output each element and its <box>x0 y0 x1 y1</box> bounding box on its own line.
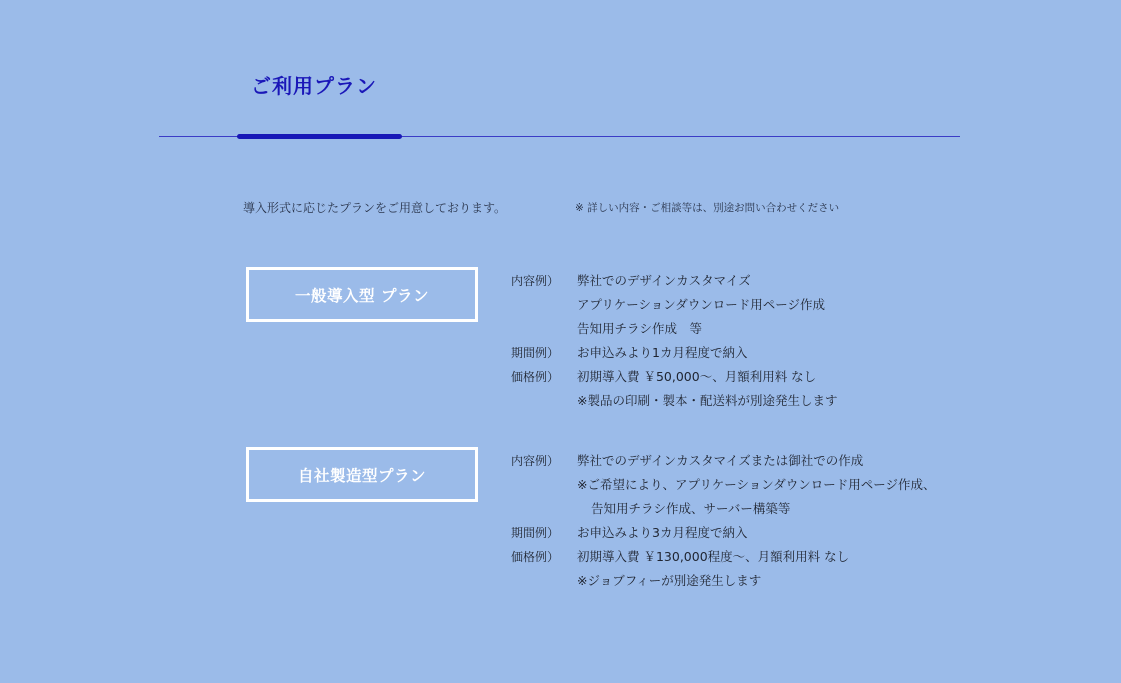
price-example-label: 価格例） <box>511 550 560 564</box>
period-example-row <box>511 341 837 365</box>
price-example-line: 初期導入費 ￥130,000程度～、月額利用料 なし <box>577 549 850 564</box>
content-example-line: ※ご希望により、アプリケーションダウンロード用ページ作成、 <box>577 477 936 492</box>
period-example-label: 期間例） <box>511 346 560 360</box>
content-example-line: 弊社でのデザインカスタマイズ <box>577 273 751 288</box>
in-house-plan-label: 自社製造型プラン <box>297 466 426 485</box>
content-example-label: 内容例） <box>511 454 560 468</box>
in-house-plan-details <box>511 449 935 593</box>
general-plan-button[interactable] <box>246 267 478 322</box>
content-example-line: 告知用チラシ作成、サーバー構築等 <box>591 501 791 516</box>
price-example-line: ※製品の印刷・製本・配送料が別途発生します <box>577 393 838 408</box>
content-example-row <box>511 269 837 341</box>
content-example-line: 告知用チラシ作成 等 <box>577 321 703 336</box>
contact-note: ※ 詳しい内容・ご相談等は、別途お問い合わせください <box>575 202 840 214</box>
price-example-row <box>511 545 935 593</box>
price-example-label: 価格例） <box>511 370 560 384</box>
period-example-label: 期間例） <box>511 526 560 540</box>
content-example-line: 弊社でのデザインカスタマイズまたは御社での作成 <box>577 453 864 468</box>
content-example-row <box>511 449 935 521</box>
period-example-line: お申込みより3カ月程度で納入 <box>577 525 748 540</box>
period-example-line: お申込みより1カ月程度で納入 <box>577 345 748 360</box>
in-house-plan-button[interactable] <box>246 447 478 502</box>
general-plan-label: 一般導入型 プラン <box>295 286 429 305</box>
price-example-row <box>511 365 837 413</box>
intro-text: 導入形式に応じたプランをご用意しております。 <box>243 201 507 215</box>
page-title: ご利用プラン <box>251 74 377 98</box>
title-accent-bar <box>237 134 402 139</box>
period-example-row <box>511 521 935 545</box>
price-example-line: ※ジョブフィーが別途発生します <box>577 573 762 588</box>
content-example-line: アプリケーションダウンロード用ページ作成 <box>577 297 826 312</box>
content-example-label: 内容例） <box>511 274 560 288</box>
price-example-line: 初期導入費 ￥50,000～、月額利用料 なし <box>577 369 817 384</box>
general-plan-details <box>511 269 837 413</box>
